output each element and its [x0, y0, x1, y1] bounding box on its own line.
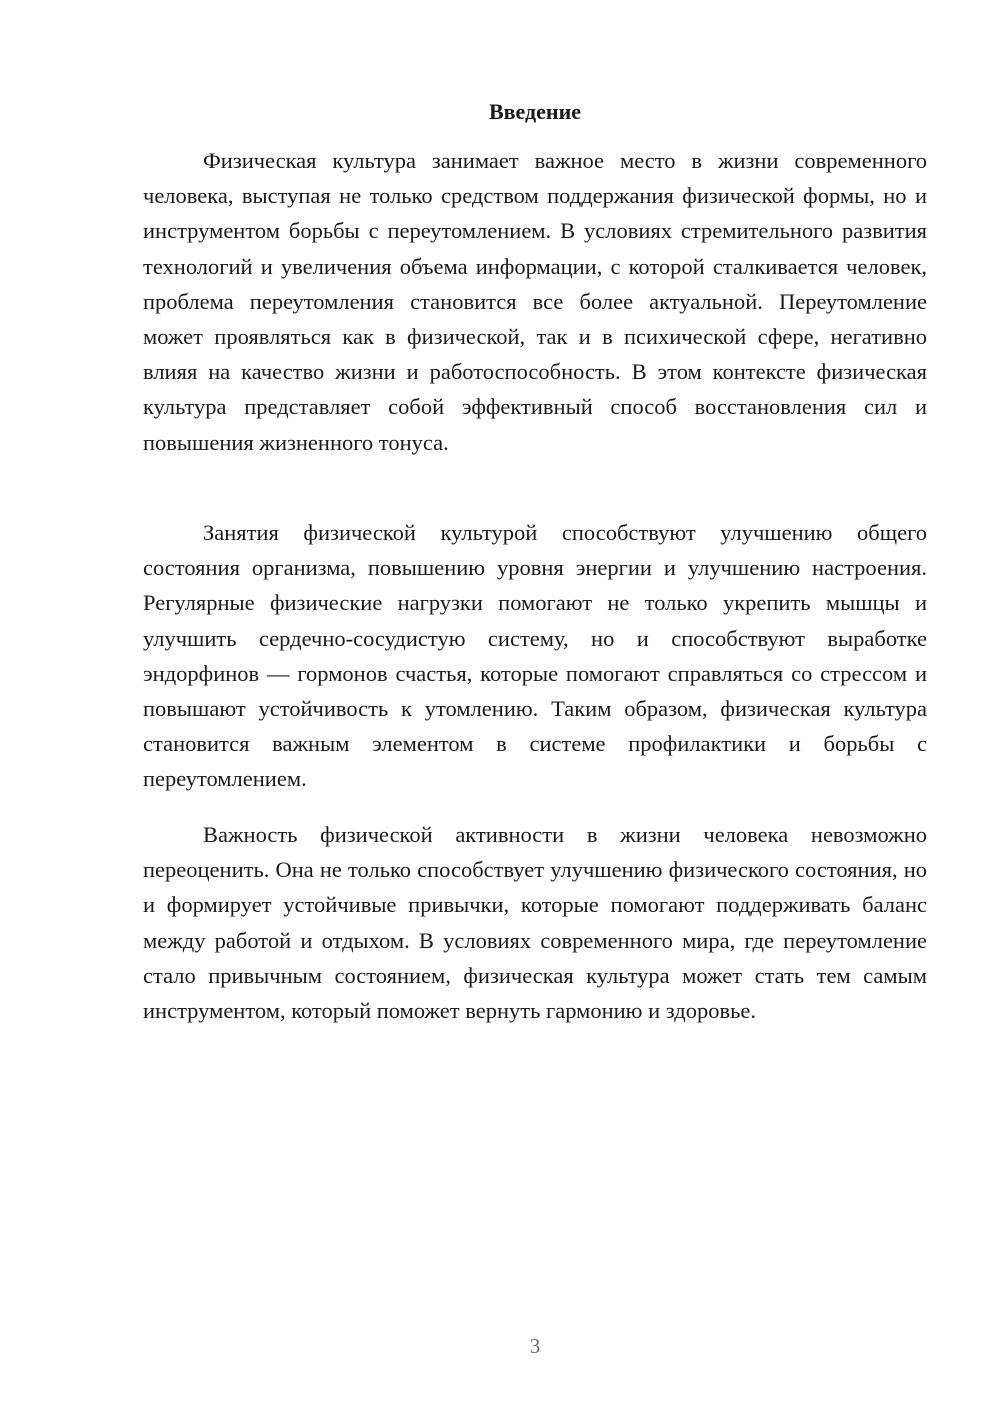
paragraph-2: Занятия физической культурой способствуют улучшению общего состояния организма, повышению уровня энергии и улучшению настроения. Регулярные физические нагрузки помогают не только укрепить мышцы и улучшить сердечно-сосудистую систему, но и способствуют выработке эндорфинов — гормонов счастья, которые помогают справляться со стрессом и повышают устойчивость к утомлению. Таким образом, физическая культура становится важным элементом в системе профилактики и борьбы с переутомлением.: [143, 520, 927, 792]
paragraph-1: Физическая культура занимает важное место в жизни современного человека, выступая не только средством поддержания физической формы, но и инструментом борьбы с переутомлением. В условиях стремительного развития технологий и увеличения объема информации, с которой сталкивается человек, проблема переутомления становится все более актуальной. Переутомление может проявляться как в физической, так и в психической сфере, негативно влияя на качество жизни и работоспособность. В этом контексте физическая культура представляет собой эффективный способ восстановления сил и повышения жизненного тонуса.: [143, 148, 927, 455]
section-title: Введение: [488, 99, 582, 124]
paragraph-3: Важность физической активности в жизни человека невозможно переоценить. Она не только способствует улучшению физического состояния, но и формирует устойчивые привычки, которые помогают поддерживать баланс между работой и отдыхом. В условиях современного мира, где переутомление стало привычным состоянием, физическая культура может стать тем самым инструментом, который поможет вернуть гармонию и здоровье.: [143, 822, 927, 1024]
page-number: 3: [529, 1334, 541, 1358]
